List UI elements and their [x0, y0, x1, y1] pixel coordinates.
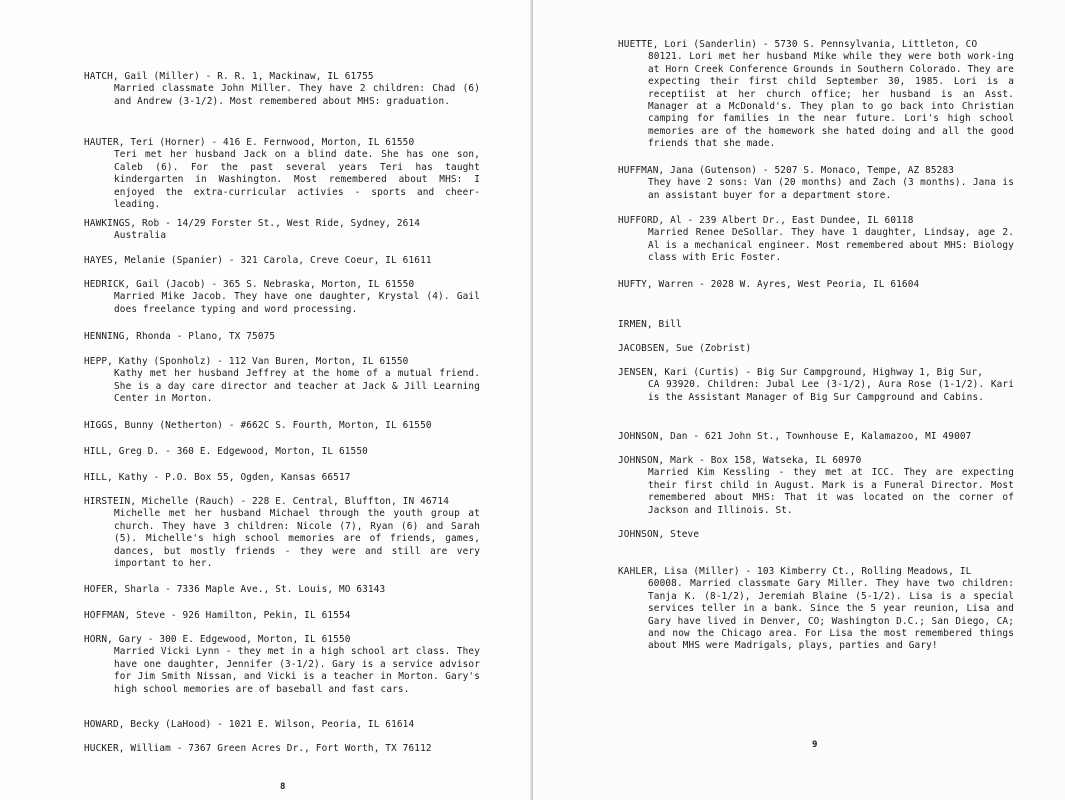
- entry-heading: IRMEN, Bill: [618, 319, 682, 330]
- entry-heading: HAUTER, Teri (Horner) - 416 E. Fernwood, Morton, IL 61550: [84, 137, 415, 148]
- page-number-left: 8: [280, 782, 286, 792]
- entry-heading: JOHNSON, Mark - Box 158, Watseka, IL 60970: [618, 455, 862, 466]
- entry-heading: HOFER, Sharla - 7336 Maple Ave., St. Louis, MO 63143: [84, 584, 386, 595]
- entry-hayes: [84, 255, 480, 267]
- entry-heading: HEDRICK, Gail (Jacob) - 365 S. Nebraska, Morton, IL 61550: [84, 279, 415, 290]
- entry-heading: JOHNSON, Steve: [618, 529, 700, 540]
- entry-heading: HUETTE, Lori (Sanderlin) - 5730 S. Pennsylvania, Littleton, CO: [618, 39, 978, 50]
- entry-huette: [618, 39, 1014, 151]
- entry-henning: [84, 331, 480, 343]
- entry-heading: HAYES, Melanie (Spanier) - 321 Carola, Creve Coeur, IL 61611: [84, 255, 432, 266]
- entry-hill-greg: [84, 446, 480, 458]
- entry-heading: HOWARD, Becky (LaHood) - 1021 E. Wilson, Peoria, IL 61614: [84, 719, 415, 730]
- entry-body: 60008. Married classmate Gary Miller. They have two children: Tanja K. (8-1/2), Jeremiah Blaine (5-1/2). Lisa is a special services teller in a bank. Since the 5 year reunion, Lisa and Gary have lived in Denver, CO; Washington D.C.; San Diego, CA; and now the Chicago area. For Lisa the most remembered things about MHS were Madrigals, plays, parties and Gary!: [648, 578, 1014, 652]
- entry-body: Kathy met her husband Jeffrey at the home of a mutual friend. She is a day care director and teacher at Jack & Jill Learning Center in Morton.: [114, 368, 480, 405]
- entry-heading: JACOBSEN, Sue (Zobrist): [618, 343, 752, 354]
- entry-jacobsen: [618, 343, 1014, 355]
- entry-heading: HUFTY, Warren - 2028 W. Ayres, West Peoria, IL 61604: [618, 279, 920, 290]
- entry-howard: [84, 719, 480, 731]
- entry-heading: HORN, Gary - 300 E. Edgewood, Morton, IL 61550: [84, 634, 351, 645]
- entry-heading: HAWKINGS, Rob - 14/29 Forster St., West Ride, Sydney, 2614: [84, 218, 421, 229]
- entry-heading: KAHLER, Lisa (Miller) - 103 Kimberry Ct., Rolling Meadows, IL: [618, 566, 972, 577]
- entry-heading: JENSEN, Kari (Curtis) - Big Sur Campground, Highway 1, Big Sur,: [618, 367, 984, 378]
- entry-johnson-mark: [618, 455, 1014, 517]
- entry-heading: JOHNSON, Dan - 621 John St., Townhouse E, Kalamazoo, MI 49007: [618, 431, 972, 442]
- entry-higgs: [84, 420, 480, 432]
- entry-body: Michelle met her husband Michael through the youth group at church. They have 3 children: Nicole (7), Ryan (6) and Sarah (5). Michelle's high school memories are of friends, games, dances, but mostly friends - they were and still are very important to her.: [114, 508, 480, 570]
- page-number-right: 9: [812, 740, 818, 750]
- entry-heading: HEPP, Kathy (Sponholz) - 112 Van Buren, Morton, IL 61550: [84, 356, 409, 367]
- entry-horn: [84, 634, 480, 696]
- entry-johnson-steve: [618, 529, 1014, 541]
- entry-heading: HENNING, Rhonda - Plano, TX 75075: [84, 331, 276, 342]
- entry-body: Australia: [114, 230, 167, 242]
- entry-heading: HILL, Greg D. - 360 E. Edgewood, Morton, IL 61550: [84, 446, 368, 457]
- entry-hufford: [618, 215, 1014, 265]
- entry-heading: HIGGS, Bunny (Netherton) - #662C S. Fourth, Morton, IL 61550: [84, 420, 432, 431]
- entry-hoffman: [84, 610, 480, 622]
- entry-body: They have 2 sons: Van (20 months) and Zach (3 months). Jana is an assistant buyer for a department store.: [648, 177, 1014, 201]
- entry-body: Married classmate John Miller. They have 2 children: Chad (6) and Andrew (3-1/2). Most remembered about MHS: graduation.: [114, 83, 480, 107]
- entry-body: Teri met her husband Jack on a blind date. She has one son, Caleb (6). For the past several years Teri has taught kindergarten in Washington. Most remembered about MHS: I enjoyed the extra-curricular activies - sports and cheer-leading.: [114, 149, 480, 211]
- entry-hucker: [84, 743, 480, 755]
- entry-hatch: [84, 71, 480, 108]
- entry-heading: HUFFORD, Al - 239 Albert Dr., East Dundee, IL 60118: [618, 215, 914, 226]
- entry-heading: HIRSTEIN, Michelle (Rauch) - 228 E. Central, Bluffton, IN 46714: [84, 496, 450, 507]
- entry-irmen: [618, 319, 1014, 331]
- entry-heading: HUFFMAN, Jana (Gutenson) - 5207 S. Monaco, Tempe, AZ 85283: [618, 165, 955, 176]
- entry-hawkings: [84, 218, 480, 243]
- entry-huffman: [618, 165, 1014, 202]
- entry-body: 80121. Lori met her husband Mike while they were both work-ing at Horn Creek Conference Grounds in Southern Colorado. They are expecting their first child September 30, 1985. Lori is a receptiist at her church office; her husband is an Asst. Manager at a McDonald's. They plan to go back into Christian camping for families in the near future. Lori's high school memories are of the homework she hated doing and all the good friends that she made.: [648, 51, 1014, 150]
- entry-hill-kathy: [84, 472, 480, 484]
- entry-heading: HATCH, Gail (Miller) - R. R. 1, Mackinaw, IL 61755: [84, 71, 374, 82]
- entry-body: Married Mike Jacob. They have one daughter, Krystal (4). Gail does freelance typing and word processing.: [114, 291, 480, 315]
- entry-heading: HOFFMAN, Steve - 926 Hamilton, Pekin, IL 61554: [84, 610, 351, 621]
- entry-johnson-dan: [618, 431, 1014, 443]
- entry-body: Married Vicki Lynn - they met in a high school art class. They have one daughter, Jennifer (3-1/2). Gary is a service advisor for Jim Smith Nissan, and Vicki is a teacher in Morton. Gary's high school memories are of baseball and fast cars.: [114, 646, 480, 695]
- entry-heading: HUCKER, William - 7367 Green Acres Dr., Fort Worth, TX 76112: [84, 743, 432, 754]
- entry-body: Married Kim Kessling - they met at ICC. They are expecting their first child in August. Mark is a Funeral Director. Most remembered about MHS: That it was located on the corner of Jackson and Illinois. St.: [648, 467, 1014, 516]
- entry-heading: HILL, Kathy - P.O. Box 55, Ogden, Kansas 66517: [84, 472, 351, 483]
- entry-hofer: [84, 584, 480, 596]
- entry-hirstein: [84, 496, 480, 570]
- entry-body: CA 93920. Children: Jubal Lee (3-1/2), Aura Rose (1-1/2). Kari is the Assistant Manager of Big Sur Campground and Cabins.: [648, 379, 1014, 403]
- entry-kahler: [618, 566, 1014, 653]
- entry-hedrick: [84, 279, 480, 316]
- entry-jensen: [618, 367, 1014, 404]
- entry-hepp: [84, 356, 480, 406]
- entry-hauter: [84, 137, 480, 211]
- entry-body: Married Renee DeSollar. They have 1 daughter, Lindsay, age 2. Al is a mechanical engineer. Most remembered about MHS: Biology class with Eric Foster.: [648, 227, 1014, 264]
- entry-hufty: [618, 279, 1014, 291]
